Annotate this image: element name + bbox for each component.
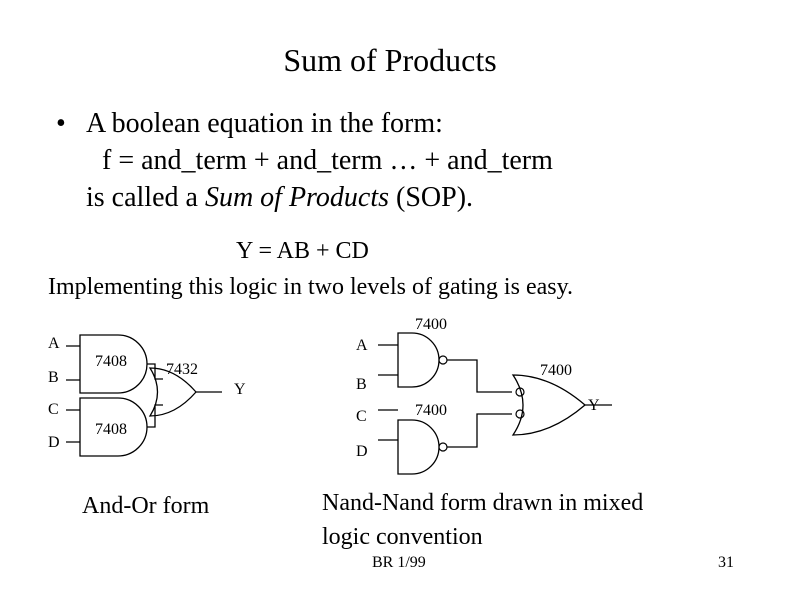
nand-nand-caption-line1: Nand-Nand form drawn in mixed <box>322 490 644 516</box>
page-number: 31 <box>718 554 734 571</box>
nand-bottom-bubble <box>439 443 447 451</box>
formula-line: f = and_term + and_term … + and_term <box>102 145 553 176</box>
left-input-b: B <box>48 369 59 386</box>
nand-output-gate <box>513 375 585 435</box>
nand-nand-caption <box>322 486 643 554</box>
right-wire-bottom-to-out <box>447 414 512 447</box>
bullet-marker: • <box>56 108 66 139</box>
and-or-caption: And-Or form <box>82 493 210 519</box>
bullet-line-1: A boolean equation in the form: <box>86 108 443 139</box>
right-input-d: D <box>356 443 368 460</box>
line3-prefix: is called a <box>86 182 205 213</box>
left-input-d: D <box>48 434 60 451</box>
left-input-a: A <box>48 335 60 352</box>
right-wires-cd <box>378 410 398 440</box>
nand-nand-caption-line2: logic convention <box>322 524 483 550</box>
nand-top-label: 7400 <box>415 316 447 333</box>
left-output-y: Y <box>234 381 246 398</box>
right-input-c: C <box>356 408 367 425</box>
out-gate-label: 7400 <box>540 362 572 379</box>
sop-emphasis: Sum of Products <box>204 182 390 213</box>
right-output-y: Y <box>588 397 600 414</box>
and-gate-bottom-label: 7408 <box>95 421 127 438</box>
footer-source: BR 1/99 <box>372 554 426 571</box>
implementing-text: Implementing this logic in two levels of gating is easy. <box>48 274 574 300</box>
right-wire-top-to-out <box>447 360 512 392</box>
right-input-b: B <box>356 376 367 393</box>
left-input-c: C <box>48 401 59 418</box>
and-or-circuit <box>48 335 246 456</box>
nand-bottom-label: 7400 <box>415 402 447 419</box>
nand-gate-top <box>398 333 439 387</box>
left-wires-cd <box>66 410 80 442</box>
right-input-a: A <box>356 337 368 354</box>
line3-suffix: (SOP). <box>389 182 474 213</box>
and-gate-top-label: 7408 <box>95 353 127 370</box>
right-wires-ab <box>378 345 398 375</box>
slide-title: Sum of Products <box>283 42 497 78</box>
equation: Y = AB + CD <box>236 238 369 264</box>
nand-gate-bottom <box>398 420 439 474</box>
nand-nand-circuit <box>356 316 612 474</box>
nand-top-bubble <box>439 356 447 364</box>
left-wires-ab <box>66 346 80 380</box>
or-gate-label: 7432 <box>166 361 198 378</box>
